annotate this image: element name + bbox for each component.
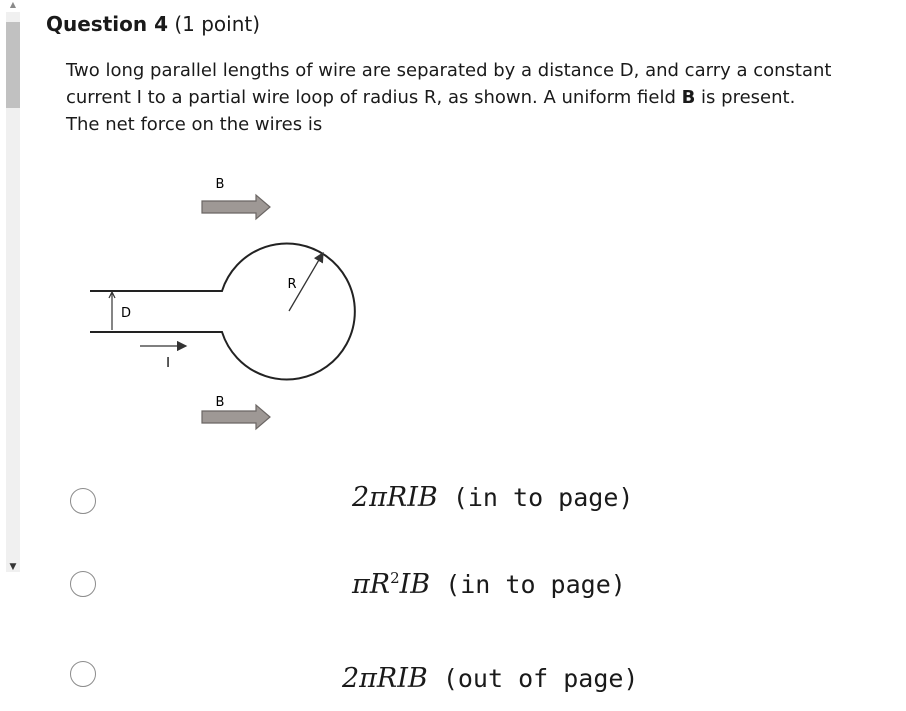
answer-option-2[interactable] (70, 571, 890, 621)
label-d: D (120, 306, 132, 321)
b-field-arrow-bottom (202, 405, 270, 429)
label-b-bottom: B (215, 395, 225, 410)
option-label[interactable] (342, 663, 638, 694)
scroll-thumb[interactable] (6, 22, 20, 108)
answer-option-3[interactable] (70, 661, 890, 711)
b-field-arrow-top (202, 195, 270, 219)
option-math: 2πRIB (352, 482, 438, 513)
scroll-down-arrow-icon[interactable]: ▼ (9, 562, 17, 572)
option-superscript: 2 (390, 569, 400, 587)
scroll-up-arrow-icon[interactable]: ▲ (9, 0, 17, 9)
prompt-line-2c: is present. (695, 87, 796, 108)
figure-svg (80, 165, 380, 445)
label-b-top: B (215, 177, 225, 192)
prompt-line-2a: current I to a partial wire loop of radius R, as shown. A uniform field (66, 87, 682, 108)
question-prompt (66, 57, 906, 138)
label-r: R (287, 277, 297, 292)
radio-button[interactable] (70, 488, 96, 514)
option-text: (out of page) (427, 664, 639, 693)
option-text: (in to page) (437, 483, 634, 512)
option-text: (in to page) (430, 570, 626, 599)
answer-option-1[interactable] (70, 482, 890, 538)
label-i: I (166, 356, 170, 371)
question-title (46, 12, 260, 36)
option-label[interactable] (352, 569, 626, 600)
question-number: Question 4 (46, 12, 168, 36)
option-math-2: IB (399, 569, 431, 600)
prompt-line-2 (66, 84, 906, 111)
prompt-line-1: Two long parallel lengths of wire are separated by a distance D, and carry a constant (66, 60, 832, 81)
scrollbar[interactable] (0, 0, 22, 701)
wire-loop-figure (80, 165, 380, 445)
prompt-bold-b: B (681, 87, 696, 108)
radio-button[interactable] (70, 571, 96, 597)
question-points: (1 point) (174, 12, 261, 36)
option-label[interactable] (352, 482, 633, 513)
prompt-line-3: The net force on the wires is (66, 114, 323, 135)
radio-button[interactable] (70, 661, 96, 687)
option-math: πR (352, 569, 391, 600)
option-math: 2πRIB (342, 663, 428, 694)
